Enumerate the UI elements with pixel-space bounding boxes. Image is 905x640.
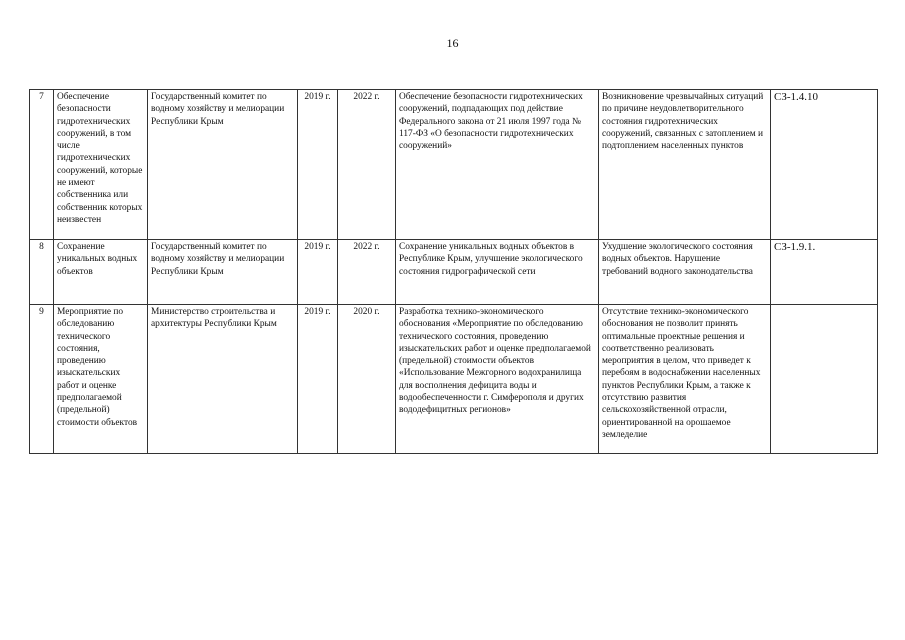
measures-table [29,89,878,454]
indicator-code: СЗ-1.4.10 [771,90,878,240]
expected-result: Разработка технико-экономического обоснования «Мероприятие по обследованию технического состояния, проведению изыскательских работ и оценке предполагаемой (предельной) стоимости объектов «Использование Межгорного водохранилища для восполнения дефицита воды и водообеспеченности г. Симферополя и других вододефицитных регионов» [396,305,599,454]
end-year: 2020 г. [338,305,396,454]
end-year: 2022 г. [338,90,396,240]
responsible-executor: Государственный комитет по водному хозяйству и мелиорации Республики Крым [148,240,298,305]
measure-name: Обеспечение безопасности гидротехнических сооружений, в том числе гидротехнических сооружений, которые не имеют собственника или собственник которых неизвестен [54,90,148,240]
indicator-code: СЗ-1.9.1. [771,240,878,305]
responsible-executor: Государственный комитет по водному хозяйству и мелиорации Республики Крым [148,90,298,240]
row-number: 7 [30,90,54,240]
non-implementation-consequences: Отсутствие технико-экономического обоснования не позволит принять оптимальные проектные решения и соответственно реализовать мероприятия в целом, что приведет к перебоям в водоснабжении населенных пунктов Республики Крым, а также к отсутствию развития сельскохозяйственной отрасли, ориентированной на орошаемое земледелие [599,305,771,454]
table-row [30,305,878,454]
table-row [30,90,878,240]
page-number: 16 [446,36,459,50]
row-number: 8 [30,240,54,305]
measure-name: Мероприятие по обследованию технического состояния, проведению изыскательских работ и оценке предполагаемой (предельной) стоимости объектов [54,305,148,454]
start-year: 2019 г. [298,90,338,240]
non-implementation-consequences: Возникновение чрезвычайных ситуаций по причине неудовлетворительного состояния гидротехнических сооружений, связанных с затоплением и подтоплением населенных пунктов [599,90,771,240]
indicator-code [771,305,878,454]
row-number: 9 [30,305,54,454]
responsible-executor: Министерство строительства и архитектуры Республики Крым [148,305,298,454]
non-implementation-consequences: Ухудшение экологического состояния водных объектов. Нарушение требований водного законодательства [599,240,771,305]
table-row [30,240,878,305]
start-year: 2019 г. [298,240,338,305]
expected-result: Обеспечение безопасности гидротехнических сооружений, подпадающих под действие Федерального закона от 21 июля 1997 года № 117-ФЗ «О безопасности гидротехнических сооружений» [396,90,599,240]
end-year: 2022 г. [338,240,396,305]
measure-name: Сохранение уникальных водных объектов [54,240,148,305]
start-year: 2019 г. [298,305,338,454]
expected-result: Сохранение уникальных водных объектов в Республике Крым, улучшение экологического состояния гидрографической сети [396,240,599,305]
